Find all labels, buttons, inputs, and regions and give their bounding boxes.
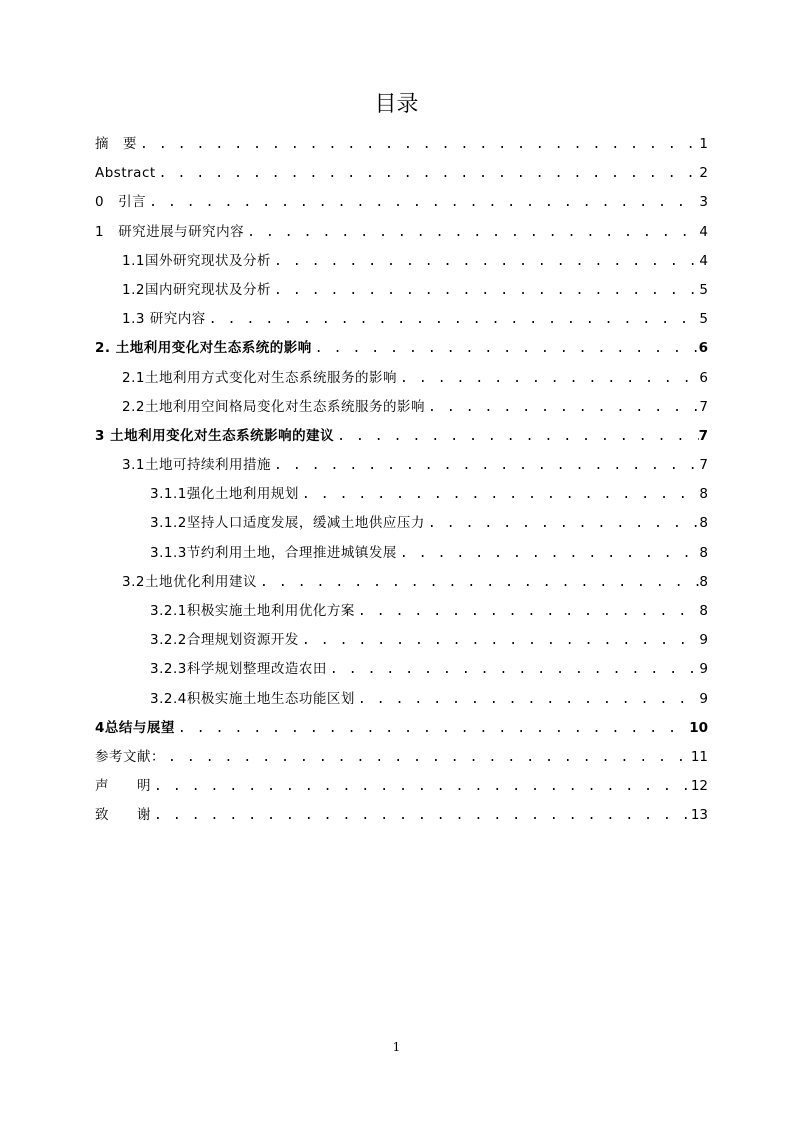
- toc-entry[interactable]: [95, 509, 708, 538]
- toc-entry-label: 3.2.3科学规划整理改造农田: [150, 661, 327, 678]
- toc-dot-leader: [271, 451, 699, 480]
- toc-entry-label: 3.2.2合理规划资源开发: [150, 632, 299, 649]
- toc-dot-leader: [244, 218, 699, 247]
- toc-dot-leader: [257, 568, 699, 597]
- toc-entry[interactable]: [95, 159, 708, 188]
- toc-entry[interactable]: [95, 743, 708, 772]
- toc-entry-page: 10: [689, 719, 708, 736]
- toc-dot-leader: [175, 714, 689, 743]
- toc-entry-page: 6: [698, 340, 708, 357]
- toc-entry-page: 7: [699, 398, 708, 415]
- toc-entry[interactable]: [95, 568, 708, 597]
- toc-entry-page: 6: [699, 369, 708, 386]
- toc-entry-label: 1.1国外研究现状及分析: [122, 252, 271, 269]
- toc-dot-leader: [425, 509, 700, 538]
- toc-entry-page: 8: [699, 486, 708, 503]
- toc-entry-label: 3.1土地可持续利用措施: [122, 457, 271, 474]
- toc-title: 目录: [374, 92, 419, 117]
- toc-entry[interactable]: [95, 276, 708, 305]
- toc-entry-page: 7: [699, 457, 708, 474]
- toc-entry-label: 3 土地利用变化对生态系统影响的建议: [95, 427, 335, 444]
- toc-entry[interactable]: [95, 685, 708, 714]
- table-of-contents: [95, 130, 708, 831]
- toc-entry-label: 0 引言: [95, 194, 147, 211]
- toc-entry-page: 4: [699, 252, 708, 269]
- toc-entry-label: 3.2土地优化利用建议: [122, 573, 257, 590]
- toc-dot-leader: [334, 422, 699, 451]
- toc-entry-page: 11: [690, 748, 708, 765]
- toc-dot-leader: [151, 772, 691, 801]
- toc-entry-page: 13: [690, 807, 708, 824]
- toc-entry[interactable]: [95, 626, 708, 655]
- toc-entry-label: 摘 要: [95, 136, 137, 152]
- toc-entry-label: 1.3 研究内容: [122, 311, 206, 328]
- toc-entry-page: 7: [698, 427, 708, 444]
- toc-entry[interactable]: [95, 247, 708, 276]
- toc-entry-label: 3.2.4积极实施土地生态功能区划: [150, 690, 355, 707]
- toc-entry[interactable]: [95, 305, 708, 334]
- toc-dot-leader: [312, 334, 699, 363]
- toc-entry[interactable]: [95, 393, 708, 422]
- toc-entry-page: 8: [699, 573, 708, 590]
- toc-entry-label: Abstract: [95, 165, 156, 182]
- toc-dot-leader: [299, 626, 700, 655]
- toc-entry-label: 2.2土地利用空间格局变化对生态系统服务的影响: [122, 398, 425, 415]
- toc-entry-label: 4总结与展望: [95, 719, 175, 736]
- toc-entry[interactable]: [95, 188, 708, 217]
- toc-dot-leader: [271, 247, 699, 276]
- toc-dot-leader: [146, 188, 699, 217]
- toc-entry-page: 2: [699, 165, 708, 182]
- toc-entry[interactable]: [95, 655, 708, 684]
- toc-dot-leader: [425, 393, 699, 422]
- toc-entry-page: 9: [699, 690, 708, 707]
- toc-dot-leader: [151, 801, 691, 830]
- toc-dot-leader: [355, 685, 700, 714]
- page-number: 1: [392, 1040, 401, 1054]
- toc-entry-label: 致 谢: [95, 807, 151, 824]
- toc-entry-label: 参考文献：: [95, 748, 165, 765]
- toc-entry-label: 3.1.2坚持人口适度发展，缓减土地供应压力: [150, 515, 425, 532]
- toc-entry-label: 2. 土地利用变化对生态系统的影响: [95, 340, 312, 357]
- toc-entry-label: 3.1.3节约利用土地，合理推进城镇发展: [150, 544, 397, 561]
- toc-entry-page: 12: [690, 778, 708, 795]
- toc-entry[interactable]: [95, 364, 708, 393]
- toc-dot-leader: [271, 276, 699, 305]
- toc-entry-label: 3.1.1强化土地利用规划: [150, 486, 299, 503]
- toc-entry[interactable]: [95, 597, 708, 626]
- toc-entry-page: 8: [699, 515, 708, 532]
- toc-entry-label: 2.1土地利用方式变化对生态系统服务的影响: [122, 369, 397, 386]
- toc-entry[interactable]: [95, 451, 708, 480]
- toc-entry-label: 3.2.1积极实施土地利用优化方案: [150, 603, 355, 619]
- toc-entry[interactable]: [95, 334, 708, 363]
- toc-dot-leader: [156, 159, 700, 188]
- toc-dot-leader: [137, 130, 699, 159]
- toc-entry[interactable]: [95, 422, 708, 451]
- toc-entry-page: 8: [699, 603, 708, 619]
- toc-entry[interactable]: [95, 801, 708, 830]
- toc-entry-page: 4: [699, 223, 708, 240]
- toc-dot-leader: [397, 539, 700, 568]
- toc-dot-leader: [327, 655, 700, 684]
- toc-entry-page: 5: [699, 311, 708, 328]
- toc-entry-label: 1.2国内研究现状及分析: [122, 281, 271, 298]
- toc-dot-leader: [165, 743, 691, 772]
- toc-entry[interactable]: [95, 772, 708, 801]
- toc-dot-leader: [206, 305, 700, 334]
- toc-entry[interactable]: [95, 218, 708, 247]
- toc-entry-label: 声 明: [95, 778, 151, 795]
- toc-entry[interactable]: [95, 480, 708, 509]
- toc-dot-leader: [355, 597, 700, 626]
- toc-entry-page: 8: [699, 544, 708, 561]
- toc-entry-page: 5: [699, 281, 708, 298]
- toc-dot-leader: [299, 480, 700, 509]
- toc-entry[interactable]: [95, 539, 708, 568]
- toc-entry-page: 9: [699, 632, 708, 649]
- toc-entry-page: 1: [699, 136, 708, 152]
- toc-entry-label: 1 研究进展与研究内容: [95, 223, 245, 240]
- toc-dot-leader: [397, 364, 699, 393]
- toc-entry-page: 9: [699, 661, 708, 678]
- toc-entry[interactable]: [95, 130, 708, 159]
- toc-entry[interactable]: [95, 714, 708, 743]
- toc-entry-page: 3: [699, 194, 708, 211]
